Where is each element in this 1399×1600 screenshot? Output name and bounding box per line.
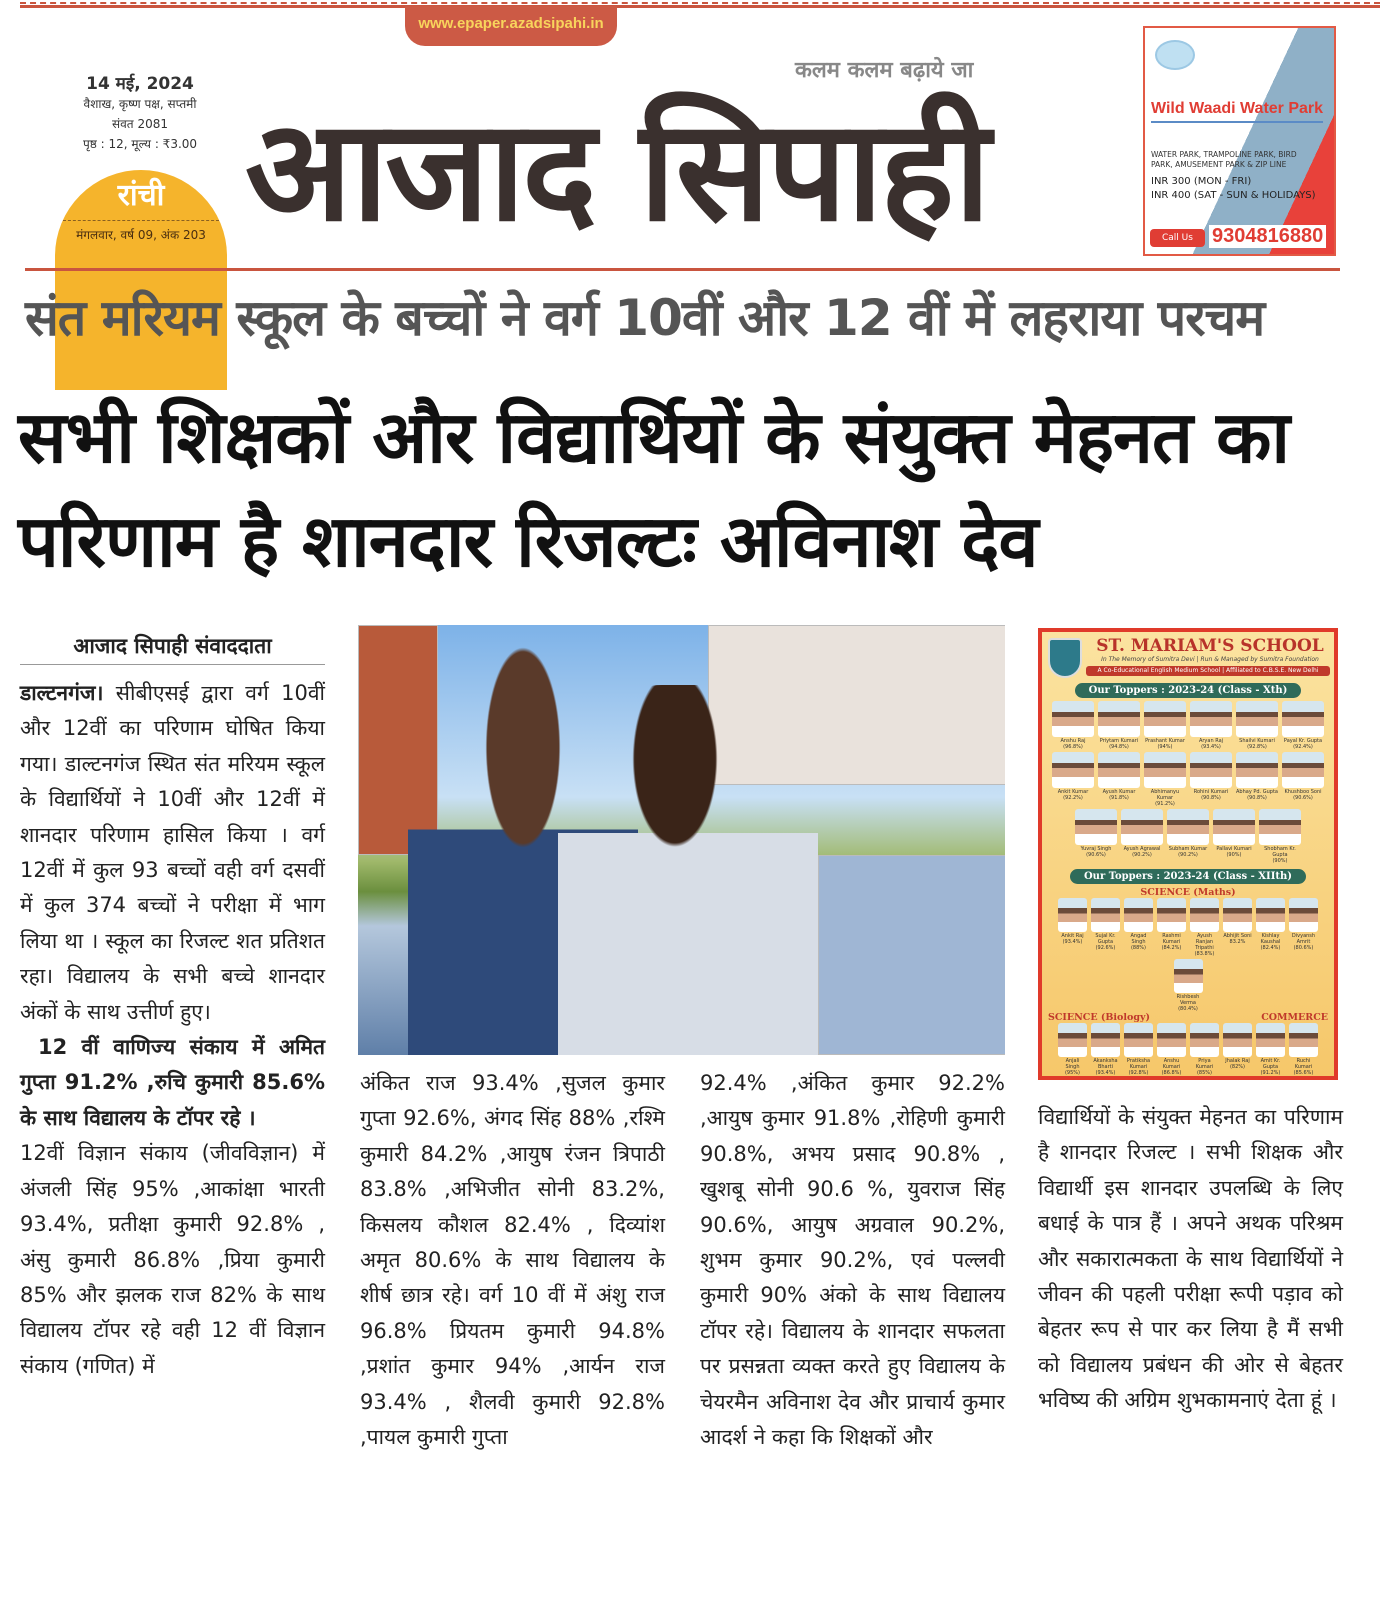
topper-percentage: (90%)	[1272, 858, 1288, 864]
topper-percentage: (93.4%)	[1095, 1070, 1116, 1076]
topper-photo	[1144, 701, 1186, 737]
topper-name: Rishbesh Verma	[1176, 994, 1200, 1006]
school-toppers-ad	[1038, 628, 1338, 1080]
hindu-date: वैशाख, कृष्ण पक्ष, सप्तमी	[83, 97, 197, 111]
topper-card	[1282, 752, 1324, 807]
toppers-x-grid	[1042, 701, 1334, 864]
topper-card	[1190, 701, 1232, 750]
topper-name: Amit Kr. Gupta	[1260, 1058, 1281, 1070]
topper-photo	[1282, 752, 1324, 788]
topper-photo	[1190, 1023, 1219, 1057]
main-headline: सभी शिक्षकों और विद्यार्थियों के संयुक्त मेहनत का परिणाम है शानदार रिजल्टः अविनाश देव	[18, 395, 1290, 583]
topper-card	[1167, 809, 1209, 864]
topper-name: Shailvi Kumari	[1239, 738, 1275, 744]
edition-info	[70, 74, 210, 154]
article-photo	[358, 625, 1005, 1055]
topper-card	[1236, 752, 1278, 807]
topper-card	[1098, 701, 1140, 750]
paragraph-biology: 12वीं विज्ञान संकाय (जीवविज्ञान) में अंजली सिंह 95% ,आकांक्षा भारती 93.4%, प्रतीक्षा कुमारी 92.8% , अंसु कुमारी 86.8% ,प्रिया कुमारी 85% और झलक राज 82% के साथ विद्यालय टॉपर रहे वही 12 वीं विज्ञान संकाय (गणित) में	[20, 1141, 325, 1378]
topper-name: Ayush Agrawal	[1123, 846, 1161, 852]
topper-name: Abhimanyu Kumar	[1150, 789, 1180, 801]
topper-photo	[1075, 809, 1117, 845]
dateline: डाल्टनगंज।	[20, 681, 104, 705]
epaper-url[interactable]: www.epaper.azadsipahi.in	[405, 6, 617, 46]
topper-name: Anshu Raj	[1060, 738, 1086, 744]
topper-photo	[1256, 1023, 1285, 1057]
topper-name: Kishlay Kaushal	[1260, 933, 1281, 945]
topper-percentage: (90%)	[1226, 852, 1242, 858]
topper-name: Abhijit Soni	[1223, 933, 1252, 939]
topper-name: Aryan Raj	[1198, 738, 1224, 744]
topper-photo	[1121, 809, 1163, 845]
topper-card	[1223, 898, 1252, 957]
header-rule	[25, 268, 1340, 271]
ad-prices	[1151, 175, 1316, 203]
toppers-maths-grid	[1042, 898, 1334, 1012]
topper-photo	[1124, 1023, 1153, 1057]
school-subtitle: In The Memory of Sumitra Devi | Run & Managed by Sumitra Foundation	[1101, 656, 1319, 663]
topper-photo	[1098, 752, 1140, 788]
topper-card	[1124, 1023, 1153, 1076]
topper-photo	[1289, 1023, 1318, 1057]
topper-card	[1058, 898, 1087, 957]
topper-card	[1213, 809, 1255, 864]
paragraph-commerce: 12 वीं वाणिज्य संकाय में अमित गुप्ता 91.2% ,रुचि कुमारी 85.6% के साथ विद्यालय के टॉपर रहे ।	[20, 1035, 325, 1130]
topper-percentage: (83.8%)	[1194, 951, 1215, 957]
topper-percentage: (92.8%)	[1247, 744, 1267, 750]
topper-name: Ayush Ranjan Tripathi	[1195, 933, 1214, 951]
topper-photo	[1174, 959, 1203, 993]
topper-photo	[1058, 1023, 1087, 1057]
topper-percentage: (90.2%)	[1132, 852, 1152, 858]
ad-price-weekend: INR 400 (SAT - SUN & HOLIDAYS)	[1151, 190, 1316, 201]
topper-percentage: (96.8%)	[1063, 744, 1083, 750]
topper-name: Shobham Kr. Gupta	[1264, 846, 1296, 858]
topper-photo	[1052, 752, 1094, 788]
topper-card	[1282, 701, 1324, 750]
topper-card	[1289, 1023, 1318, 1076]
topper-card	[1289, 898, 1318, 957]
topper-name: Anjali Singh	[1065, 1058, 1080, 1070]
topper-percentage: (90.8%)	[1201, 795, 1221, 801]
article-column-4: विद्यार्थियों के संयुक्त मेहनत का परिणाम है शानदार रिजल्ट । सभी शिक्षक और विद्यार्थी इस शानदार उपलब्धि के लिए बधाई के पात्र हैं । अपने अथक परिश्रम और सकारात्मकता के साथ विद्यार्थियों ने जीवन की पहली परीक्षा रूपी पड़ाव को बेहतर रूप से पार कर लिया है मैं सभी को विद्यालय प्रबंधन की ओर से बेहतर भविष्य की अग्रिम शुभकामनाएं देता हूं ।	[1038, 1105, 1343, 1413]
call-us-label: Call Us	[1150, 229, 1205, 247]
topper-percentage: (85%)	[1196, 1070, 1212, 1076]
issue-number: मंगलवार, वर्ष 09, अंक 203	[63, 220, 219, 243]
topper-name: Abhay Pd. Gupta	[1236, 789, 1278, 795]
topper-percentage: (90.6%)	[1086, 852, 1106, 858]
topper-percentage: 83.2%	[1229, 939, 1246, 945]
topper-photo	[1052, 701, 1094, 737]
topper-photo	[1256, 898, 1285, 932]
top-border	[20, 2, 1380, 8]
topper-card	[1236, 701, 1278, 750]
topper-card	[1121, 809, 1163, 864]
topper-photo	[1190, 701, 1232, 737]
topper-name: Priya Kumari	[1195, 1058, 1214, 1070]
topper-name: Rohini Kumari	[1193, 789, 1229, 795]
topper-name: Pallavi Kumari	[1216, 846, 1252, 852]
topper-percentage: (80.4%)	[1178, 1006, 1198, 1012]
topper-percentage: (86.8%)	[1161, 1070, 1182, 1076]
topper-percentage: (90.6%)	[1293, 795, 1313, 801]
topper-percentage: (94%)	[1157, 744, 1173, 750]
topper-name: Akanksha Bharti	[1093, 1058, 1118, 1070]
topper-percentage: (93.4%)	[1201, 744, 1221, 750]
topper-photo	[1259, 809, 1301, 845]
topper-card	[1190, 752, 1232, 807]
topper-photo	[1223, 898, 1252, 932]
topper-percentage: (92.2%)	[1063, 795, 1083, 801]
pages-price: पृष्ठ : 12, मूल्य : ₹3.00	[82, 137, 198, 151]
tagline: कलम कलम बढ़ाये जा	[795, 58, 974, 83]
topper-photo	[1289, 898, 1318, 932]
topper-percentage: (90.2%)	[1178, 852, 1198, 858]
topper-card	[1190, 1023, 1219, 1076]
topper-name: Pratiksha Kumari	[1126, 1058, 1151, 1070]
school-affiliation: A Co-Educational English Medium School | Affiliated to C.B.S.E. New Delhi	[1086, 666, 1330, 676]
topper-name: Priytam Kumari	[1099, 738, 1139, 744]
maths-label: SCIENCE (Maths)	[1140, 887, 1236, 898]
topper-name: Ruchi Kumari	[1294, 1058, 1313, 1070]
topper-name: Jhalak Raj	[1225, 1058, 1250, 1064]
topper-photo	[1144, 752, 1186, 788]
topper-name: Ayush Kumar	[1102, 789, 1136, 795]
topper-percentage: (91.2%)	[1260, 1070, 1281, 1076]
article-column-2: अंकित राज 93.4% ,सुजल कुमार गुप्ता 92.6%, अंगद सिंह 88% ,रश्मि कुमारी 84.2% ,आयुष रंजन त्रिपाठी 83.8% ,अभिजीत सोनी 83.2%, किसलय कौशल 82.4% , दिव्यांश अमृत 80.6% के साथ विद्यालय के शीर्ष छात्र रहे। वर्ग 10 वीं में अंशु राज 96.8% प्रियतम कुमारी 94.8% ,प्रशांत कुमार 94% ,आर्यन राज 93.4% , शैलवी कुमारी 92.8% ,पायल कुमारी गुप्ता	[360, 1071, 665, 1450]
topper-card	[1174, 959, 1203, 1012]
topper-photo	[1236, 752, 1278, 788]
topper-percentage: (92.4%)	[1293, 744, 1313, 750]
topper-photo	[1213, 809, 1255, 845]
topper-card	[1157, 1023, 1186, 1076]
article-column-1	[20, 676, 325, 1384]
topper-percentage: (92.8%)	[1128, 1070, 1149, 1076]
topper-card	[1058, 1023, 1087, 1076]
topper-photo	[1167, 809, 1209, 845]
topper-name: Rashmi Kumari	[1162, 933, 1181, 945]
topper-percentage: (90.8%)	[1247, 795, 1267, 801]
topper-percentage: (91.2%)	[1155, 801, 1175, 807]
water-park-logo-icon	[1155, 40, 1195, 70]
topper-photo	[1124, 898, 1153, 932]
topper-card	[1144, 752, 1186, 807]
paragraph-intro	[20, 676, 325, 1030]
topper-card	[1075, 809, 1117, 864]
byline: आजाद सिपाही संवाददाता	[20, 632, 325, 665]
topper-percentage: (92.6%)	[1095, 945, 1116, 951]
school-name: ST. MARIAM'S SCHOOL	[1096, 636, 1324, 656]
topper-photo	[1098, 701, 1140, 737]
kicker-headline: संत मरियम स्कूल के बच्चों ने वर्ग 10वीं और 12 वीं में लहराया परचम	[25, 289, 1265, 347]
toppers-x-banner: Our Toppers : 2023-24 (Class - Xth)	[1075, 683, 1302, 698]
biology-label: SCIENCE (Biology)	[1048, 1012, 1150, 1023]
topper-photo	[1157, 1023, 1186, 1057]
samvat: संवत 2081	[112, 117, 168, 131]
topper-photo	[1223, 1023, 1252, 1057]
city-name: रांची	[117, 178, 165, 213]
topper-card	[1098, 752, 1140, 807]
topper-name: Angad Singh	[1130, 933, 1147, 945]
ad-phone: 9304816880	[1209, 225, 1326, 248]
ad-price-weekday: INR 300 (MON - FRI)	[1151, 176, 1252, 187]
topper-name: Subham Kumar	[1168, 846, 1208, 852]
topper-photo	[1236, 701, 1278, 737]
article-column-3: 92.4% ,अंकित कुमार 92.2% ,आयुष कुमार 91.8% ,रोहिणी कुमारी 90.8%, अभय प्रसाद 90.8% , खुशबू सोनी 90.6 %, युवराज सिंह 90.6%, आयुष अग्रवाल 90.2%, शुभम कुमार 90.2%, एवं पल्लवी कुमारी 90% अंको के साथ विद्यालय टॉपर रहे। विद्यालय के शानदार सफलता पर प्रसन्नता व्यक्त करते हुए विद्यालय के चेयरमैन अविनाश देव और प्राचार्य कुमार आदर्श ने कहा कि शिक्षकों और	[700, 1071, 1005, 1450]
topper-name: Yuvraj Singh	[1080, 846, 1112, 852]
topper-percentage: (88%)	[1130, 945, 1146, 951]
topper-card	[1157, 898, 1186, 957]
issue-date: 14 मई, 2024	[86, 74, 194, 94]
topper-photo	[1157, 898, 1186, 932]
topper-percentage: (84.2%)	[1161, 945, 1182, 951]
topper-name: Prashant Kumar	[1145, 738, 1185, 744]
topper-card	[1091, 1023, 1120, 1076]
topper-card	[1052, 752, 1094, 807]
topper-photo	[1058, 898, 1087, 932]
topper-photo	[1091, 1023, 1120, 1057]
topper-card	[1052, 701, 1094, 750]
topper-percentage: (94.8%)	[1109, 744, 1129, 750]
topper-name: Khushboo Soni	[1284, 789, 1322, 795]
topper-photo	[1091, 898, 1120, 932]
topper-card	[1256, 898, 1285, 957]
topper-photo	[1282, 701, 1324, 737]
commerce-label: COMMERCE	[1261, 1012, 1328, 1023]
ad-features: WATER PARK, TRAMPOLINE PARK, BIRD PARK, AMUSEMENT PARK & ZIP LINE	[1151, 150, 1297, 169]
topper-name: Sujal Kr. Gupta	[1095, 933, 1116, 945]
topper-card	[1091, 898, 1120, 957]
topper-percentage: (93.4%)	[1062, 939, 1083, 945]
topper-percentage: (82%)	[1229, 1064, 1245, 1070]
toppers-xii-other-grid	[1042, 1023, 1334, 1076]
water-park-ad[interactable]	[1143, 26, 1336, 256]
topper-name: Ankit Kumar	[1057, 789, 1089, 795]
topper-percentage: (85.6%)	[1293, 1070, 1314, 1076]
school-crest-icon	[1048, 638, 1082, 678]
intro-text: सीबीएसई द्वारा वर्ग 10वीं और 12वीं का परिणाम घोषित किया गया। डाल्टनगंज स्थित संत मरियम स्कूल के विद्यार्थियों ने 10वीं और 12वीं में शानदार परिणाम हासिल किया । वर्ग 12वीं में कुल 93 बच्चों वही वर्ग दसवीं में कुल 374 बच्चों ने परीक्षा में भाग लिया था । स्कूल का रिजल्ट शत प्रतिशत रहा। विद्यालय के सभी बच्चे शानदार अंकों के साथ उत्तीर्ण हुए।	[20, 681, 325, 1024]
topper-percentage: (80.6%)	[1293, 945, 1314, 951]
topper-card	[1144, 701, 1186, 750]
topper-percentage: (95%)	[1064, 1070, 1080, 1076]
topper-card	[1256, 1023, 1285, 1076]
topper-card	[1223, 1023, 1252, 1076]
topper-card	[1190, 898, 1219, 957]
topper-name: Payal Kr. Gupta	[1283, 738, 1323, 744]
topper-photo	[1190, 752, 1232, 788]
topper-card	[1124, 898, 1153, 957]
topper-percentage: (91.8%)	[1109, 795, 1129, 801]
topper-name: Divyansh Amrit	[1291, 933, 1316, 945]
topper-card	[1259, 809, 1301, 864]
topper-name: Ankit Raj	[1061, 933, 1084, 939]
topper-percentage: (82.4%)	[1260, 945, 1281, 951]
topper-name: Anshu Kumari	[1162, 1058, 1181, 1070]
toppers-xii-banner: Our Toppers : 2023-24 (Class - XIIth)	[1070, 869, 1306, 884]
ad-title: Wild Waadi Water Park	[1151, 100, 1323, 123]
masthead: आजाद सिपाही	[245, 90, 988, 253]
topper-photo	[1190, 898, 1219, 932]
